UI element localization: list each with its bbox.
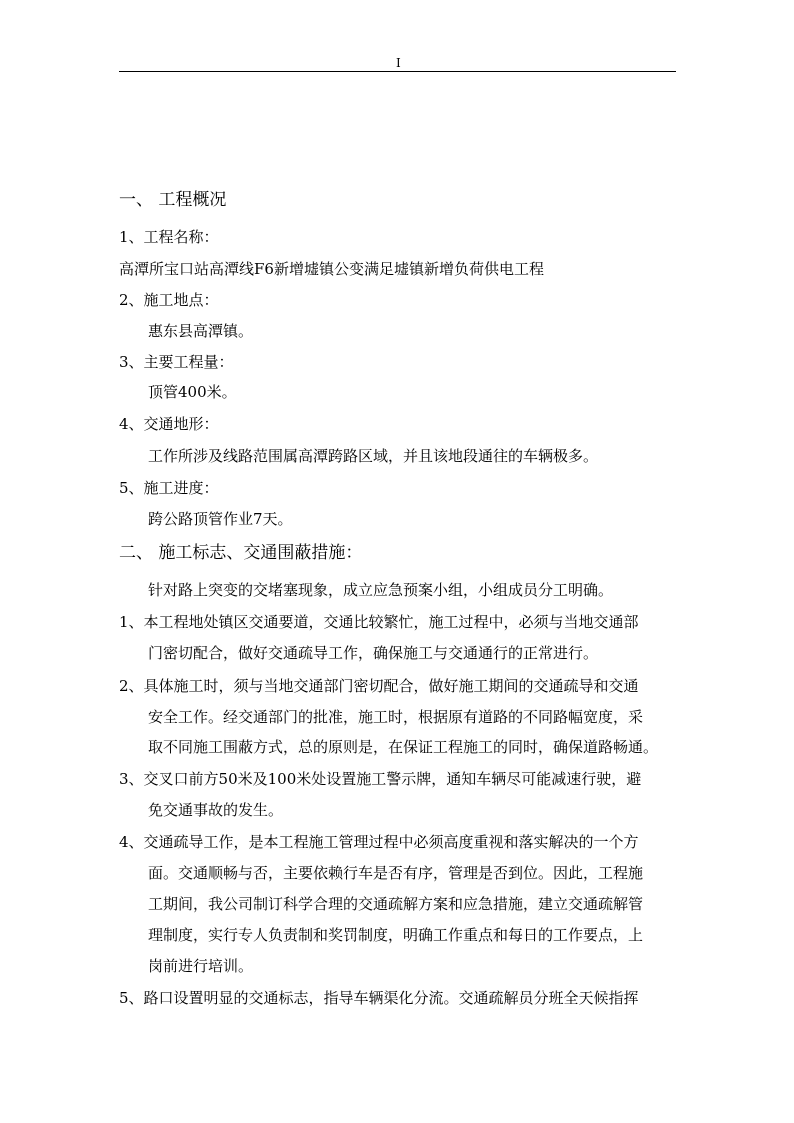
paragraph-3-line-1: 3、交叉口前方50米及100米处设置施工警示牌，通知车辆尽可能减速行驶，避 xyxy=(119,770,642,788)
paragraph-1-line-1: 1、本工程地处镇区交通要道，交通比较繁忙，施工过程中，必须与当地交通部 xyxy=(119,613,639,631)
header-rule xyxy=(119,71,676,72)
paragraph-4-line-3: 工期间，我公司制订科学合理的交通疏解方案和应急措施，建立交通疏解管 xyxy=(148,895,644,913)
item-2-value: 惠东县高潭镇。 xyxy=(148,322,254,340)
item-5-value: 跨公路顶管作业7天。 xyxy=(148,510,293,528)
paragraph-1-line-2: 门密切配合，做好交通疏导工作，确保施工与交通通行的正常进行。 xyxy=(148,644,599,662)
item-4-value: 工作所涉及线路范围属高潭跨路区域，并且该地段通往的车辆极多。 xyxy=(148,447,599,465)
item-1-label: 1、工程名称： xyxy=(119,228,219,246)
item-2-label: 2、施工地点： xyxy=(119,291,219,309)
paragraph-4-line-1: 4、交通疏导工作，是本工程施工管理过程中必须高度重视和落实解决的一个方 xyxy=(119,833,639,851)
paragraph-2-line-2: 安全工作。经交通部门的批准，施工时，根据原有道路的不同路幅宽度，采 xyxy=(148,708,644,726)
section-2-intro: 针对路上突变的交堵塞现象，成立应急预案小组，小组成员分工明确。 xyxy=(148,581,614,599)
paragraph-3-line-2: 免交通事故的发生。 xyxy=(148,801,284,819)
item-1-value: 高潭所宝口站高潭线F6新增墟镇公变满足墟镇新增负荷供电工程 xyxy=(119,260,544,278)
item-5-label: 5、施工进度： xyxy=(119,479,219,497)
paragraph-4-line-4: 理制度，实行专人负责制和奖罚制度，明确工作重点和每日的工作要点，上 xyxy=(148,926,644,944)
paragraph-2-line-1: 2、具体施工时，须与当地交通部门密切配合，做好施工期间的交通疏导和交通 xyxy=(119,677,639,695)
section-2-heading: 二、 施工标志、交通围蔽措施： xyxy=(119,543,363,563)
paragraph-2-line-3: 取不同施工围蔽方式，总的原则是，在保证工程施工的同时，确保道路畅通。 xyxy=(148,738,659,756)
item-3-label: 3、主要工程量： xyxy=(119,353,234,371)
item-3-value: 顶管400米。 xyxy=(148,383,237,401)
paragraph-5-line-1: 5、路口设置明显的交通标志，指导车辆渠化分流。交通疏解员分班全天候指挥 xyxy=(119,989,639,1007)
item-4-label: 4、交通地形： xyxy=(119,415,219,433)
paragraph-4-line-5: 岗前进行培训。 xyxy=(148,957,254,975)
page-number: I xyxy=(396,56,401,70)
section-1-heading: 一、 工程概况 xyxy=(119,190,227,210)
paragraph-4-line-2: 面。交通顺畅与否，主要依赖行车是否有序，管理是否到位。因此，工程施 xyxy=(148,864,644,882)
